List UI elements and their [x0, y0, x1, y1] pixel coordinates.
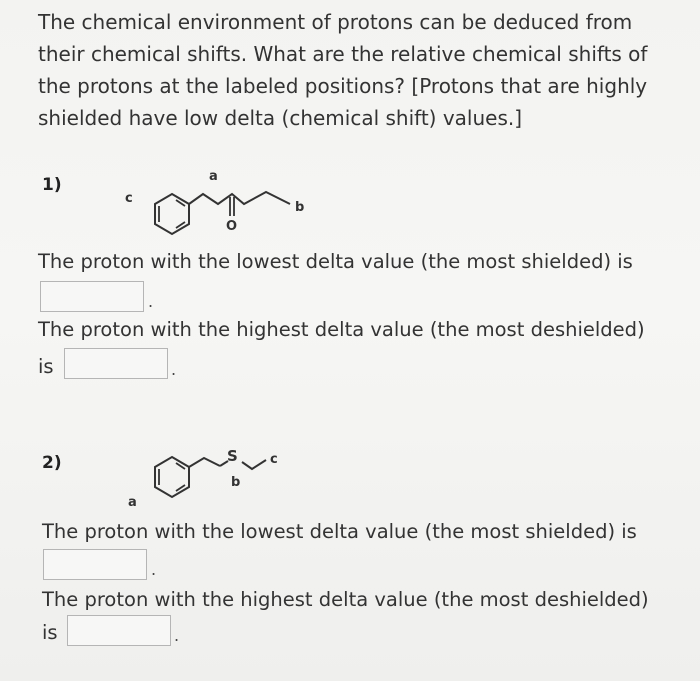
intro-line-2: their chemical shifts. What are the relative chemical shifts of — [38, 42, 648, 66]
q2-highest-period: . — [174, 626, 180, 645]
q1-highest-period: . — [171, 360, 177, 379]
q2-lowest-period: . — [151, 560, 157, 579]
q2-highest-answer-box[interactable] — [67, 615, 171, 646]
carbon-chain-2b — [242, 460, 266, 469]
label-c-1: c — [125, 191, 133, 206]
q1-lowest-answer-box[interactable] — [40, 281, 144, 312]
q2-highest-is: is — [42, 621, 58, 644]
label-b-2: b — [231, 475, 241, 490]
q1-highest-answer-box[interactable] — [64, 348, 168, 379]
sulfur-label: S — [227, 447, 238, 465]
molecule-1-structure — [120, 160, 320, 240]
intro-line-1: The chemical environment of protons can be deduced from — [38, 10, 633, 34]
intro-line-3: the protons at the labeled positions? [Protons that are highly — [38, 74, 648, 98]
question-intro — [38, 6, 678, 134]
intro-line-4: shielded have low delta (chemical shift) values.] — [38, 106, 523, 130]
molecule-2-structure — [120, 430, 320, 510]
label-b-1: b — [295, 200, 305, 215]
q1-highest-is: is — [38, 355, 54, 378]
oxygen-label: O — [226, 219, 238, 234]
q2-highest-prompt: The proton with the highest delta value (the most deshielded) — [42, 588, 649, 611]
q2-lowest-answer-box[interactable] — [43, 549, 147, 580]
carbon-chain-2a — [189, 458, 220, 467]
q1-lowest-prompt: The proton with the lowest delta value (the most shielded) is — [38, 250, 633, 273]
q2-lowest-prompt: The proton with the lowest delta value (the most shielded) is — [42, 520, 637, 543]
q1-highest-prompt: The proton with the highest delta value (the most deshielded) — [38, 318, 645, 341]
question-1-number: 1) — [42, 175, 62, 195]
benzene-ring-1 — [155, 194, 189, 234]
label-a-1: a — [209, 169, 218, 184]
label-a-2: a — [128, 495, 137, 510]
label-c-2: c — [270, 452, 278, 467]
question-2-number: 2) — [42, 453, 62, 473]
carbon-chain-1 — [189, 192, 290, 204]
benzene-ring-2 — [155, 457, 189, 497]
q1-lowest-period: . — [148, 292, 154, 311]
